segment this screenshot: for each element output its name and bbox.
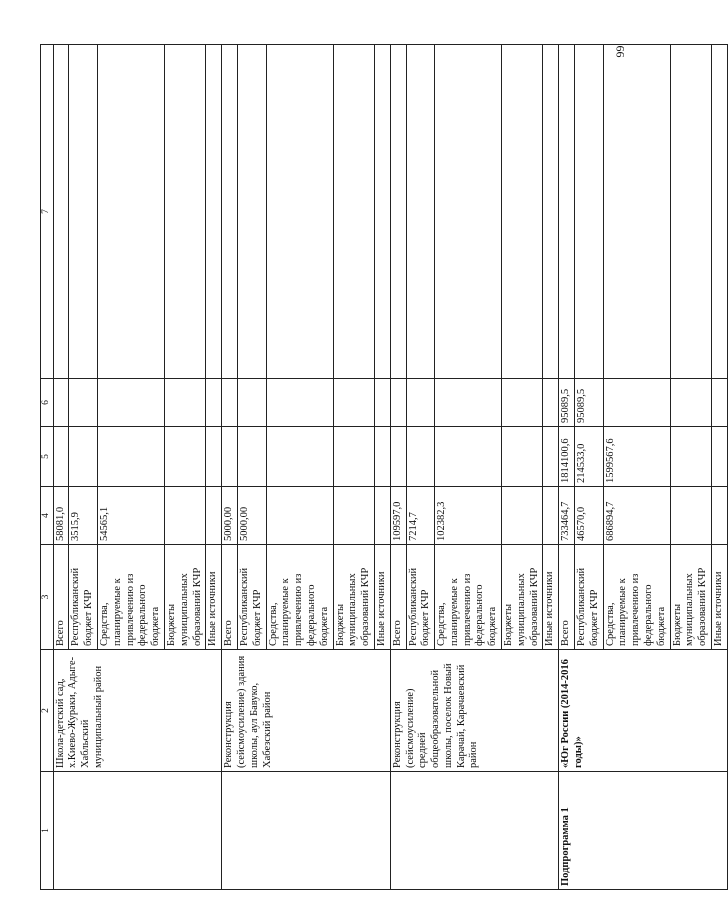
- page-number: 66: [613, 45, 628, 58]
- value-cell: [502, 45, 543, 379]
- project-name-cell: Реконструкция (сейсмоусиление) здания школы, аул Бавуко, Хабезский район: [222, 650, 391, 772]
- value-cell: 5000,00: [222, 487, 238, 545]
- program-code-cell: [53, 772, 222, 890]
- value-cell: [333, 427, 374, 487]
- value-cell: 95089,5: [559, 379, 575, 427]
- value-cell: [222, 379, 238, 427]
- value-cell: [266, 427, 333, 487]
- value-cell: [435, 45, 502, 379]
- funding-source-cell: Всего: [53, 545, 69, 650]
- value-cell: [543, 379, 559, 427]
- column-number-row: [41, 45, 54, 890]
- value-cell: 1814100,6: [559, 427, 575, 487]
- value-cell: [206, 379, 222, 427]
- project-name-cell: Школа-детский сад, х.Киево-Жураки, Адыге-Хабльский муниципальный район: [53, 650, 222, 772]
- funding-source-cell: Республиканский бюджет КЧР: [237, 545, 266, 650]
- funding-source-cell: Иные источники: [374, 545, 390, 650]
- value-cell: [712, 427, 728, 487]
- program-code-cell: [390, 772, 559, 890]
- budget-table: [40, 44, 728, 890]
- value-cell: [69, 379, 98, 427]
- value-cell: [603, 45, 670, 379]
- column-header: 2: [41, 650, 54, 772]
- value-cell: 214533,0: [575, 427, 604, 487]
- column-header: 3: [41, 545, 54, 650]
- value-cell: 686894,7: [603, 487, 670, 545]
- column-header: 5: [41, 427, 54, 487]
- value-cell: 7214,7: [406, 487, 435, 545]
- value-cell: 5000,00: [237, 487, 266, 545]
- value-cell: [97, 379, 164, 427]
- value-cell: [164, 379, 205, 427]
- value-cell: [374, 45, 390, 379]
- table-row: [559, 45, 575, 890]
- value-cell: [266, 379, 333, 427]
- funding-source-cell: Средства, планируемые к привлечению из федерального бюджета: [97, 545, 164, 650]
- value-cell: [406, 427, 435, 487]
- value-cell: 733464,7: [559, 487, 575, 545]
- funding-source-cell: Республиканский бюджет КЧР: [575, 545, 604, 650]
- funding-source-cell: Бюджеты муниципальных образований КЧР: [164, 545, 205, 650]
- value-cell: [575, 45, 604, 379]
- value-cell: [406, 45, 435, 379]
- value-cell: [603, 379, 670, 427]
- table-row: [222, 45, 238, 890]
- value-cell: [374, 487, 390, 545]
- funding-source-cell: Иные источники: [206, 545, 222, 650]
- program-code-cell: [222, 772, 391, 890]
- value-cell: [237, 427, 266, 487]
- value-cell: [69, 427, 98, 487]
- funding-source-cell: Республиканский бюджет КЧР: [69, 545, 98, 650]
- project-name-cell: «Юг России (2014-2016 годы)»: [559, 650, 728, 772]
- value-cell: [164, 45, 205, 379]
- funding-source-cell: Всего: [222, 545, 238, 650]
- value-cell: 54565,1: [97, 487, 164, 545]
- value-cell: [53, 379, 69, 427]
- funding-source-cell: Средства, планируемые к привлечению из федерального бюджета: [603, 545, 670, 650]
- funding-source-cell: Иные источники: [543, 545, 559, 650]
- value-cell: [502, 379, 543, 427]
- value-cell: [222, 427, 238, 487]
- value-cell: [237, 45, 266, 379]
- value-cell: [206, 45, 222, 379]
- value-cell: [670, 45, 711, 379]
- funding-source-cell: Республиканский бюджет КЧР: [406, 545, 435, 650]
- value-cell: [502, 427, 543, 487]
- project-name-cell: Реконструкция (сейсмоусиление) средней общеобразовательной школы, поселок Новый Карачай, Карачаевский район: [390, 650, 559, 772]
- column-header: 7: [41, 45, 54, 379]
- value-cell: [543, 487, 559, 545]
- value-cell: [53, 427, 69, 487]
- column-header: 4: [41, 487, 54, 545]
- value-cell: [97, 45, 164, 379]
- value-cell: [712, 379, 728, 427]
- value-cell: [206, 427, 222, 487]
- column-header: 6: [41, 379, 54, 427]
- value-cell: 58081,0: [53, 487, 69, 545]
- funding-source-cell: Средства, планируемые к привлечению из федерального бюджета: [266, 545, 333, 650]
- funding-source-cell: Бюджеты муниципальных образований КЧР: [502, 545, 543, 650]
- value-cell: [559, 45, 575, 379]
- value-cell: [97, 427, 164, 487]
- column-header: 1: [41, 772, 54, 890]
- value-cell: [333, 487, 374, 545]
- value-cell: [69, 45, 98, 379]
- table-row: [390, 45, 406, 890]
- value-cell: [390, 427, 406, 487]
- value-cell: [374, 427, 390, 487]
- value-cell: 1599567,6: [603, 427, 670, 487]
- value-cell: 46570,0: [575, 487, 604, 545]
- value-cell: [164, 487, 205, 545]
- value-cell: 95089,5: [575, 379, 604, 427]
- value-cell: [670, 427, 711, 487]
- value-cell: [374, 379, 390, 427]
- value-cell: [164, 427, 205, 487]
- funding-source-cell: Бюджеты муниципальных образований КЧР: [333, 545, 374, 650]
- funding-source-cell: Бюджеты муниципальных образований КЧР: [670, 545, 711, 650]
- value-cell: [435, 427, 502, 487]
- value-cell: [390, 45, 406, 379]
- value-cell: [206, 487, 222, 545]
- value-cell: [390, 379, 406, 427]
- value-cell: [670, 487, 711, 545]
- program-code-cell: Подпрограмма 1: [559, 772, 728, 890]
- value-cell: [53, 45, 69, 379]
- value-cell: 102382,3: [435, 487, 502, 545]
- value-cell: [222, 45, 238, 379]
- table-row: [53, 45, 69, 890]
- value-cell: [543, 427, 559, 487]
- value-cell: [435, 379, 502, 427]
- funding-source-cell: Всего: [390, 545, 406, 650]
- value-cell: [237, 379, 266, 427]
- value-cell: [543, 45, 559, 379]
- value-cell: [266, 45, 333, 379]
- value-cell: 109597,0: [390, 487, 406, 545]
- value-cell: 3515,9: [69, 487, 98, 545]
- value-cell: [333, 45, 374, 379]
- value-cell: [502, 487, 543, 545]
- value-cell: [406, 379, 435, 427]
- funding-source-cell: Всего: [559, 545, 575, 650]
- value-cell: [670, 379, 711, 427]
- value-cell: [333, 379, 374, 427]
- funding-source-cell: Средства, планируемые к привлечению из федерального бюджета: [435, 545, 502, 650]
- value-cell: [266, 487, 333, 545]
- value-cell: [712, 487, 728, 545]
- value-cell: [712, 45, 728, 379]
- funding-source-cell: Иные источники: [712, 545, 728, 650]
